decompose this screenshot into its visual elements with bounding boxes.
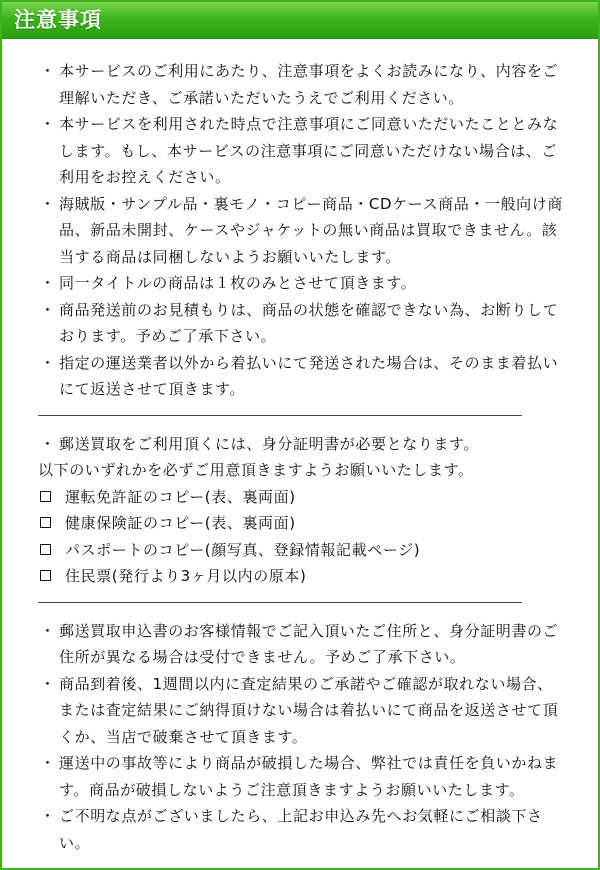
checklist-item-text: 運転免許証のコピー(表、裏両面) <box>65 487 296 506</box>
shipping-notes-list <box>38 618 568 857</box>
checklist-item <box>38 537 568 564</box>
checkbox-square-icon <box>40 517 51 528</box>
checklist-item <box>38 563 568 590</box>
checklist-item-text: 健康保険証のコピー(表、裏両面) <box>65 514 296 532</box>
bullet-mark: ・ <box>40 674 56 693</box>
section-divider-2 <box>38 602 522 604</box>
checklist-item-text: パスポートのコピー(顔写真、登録情報記載ページ) <box>65 540 421 559</box>
list-item-text: 海賊版・サンプル品・裏モノ・コピー商品・CDケース商品・一般向け商品、新品未開封、ケースやジャケットの無い商品は買取できません。該当する商品は同梱しないようお願いいたします。 <box>59 194 563 266</box>
list-item <box>38 111 568 191</box>
list-item-text: 郵送買取申込書のお客様情報でご記入頂いたご住所と、身分証明書のご住所が異なる場合は受付できません。予めご了承下さい。 <box>59 621 559 666</box>
bullet-mark: ・ <box>40 754 56 772</box>
id-requirement-intro: 以下のいずれかを必ずご用意頂きますようお願いいたします。 <box>38 461 474 479</box>
checklist-item <box>38 510 568 537</box>
id-document-checklist <box>38 484 568 590</box>
list-item <box>38 191 568 271</box>
notice-content <box>38 58 568 856</box>
checkbox-square-icon <box>40 570 51 581</box>
list-item <box>38 297 568 350</box>
list-item-text: 商品到着後、1週間以内に査定結果のご承諾やご確認が取れない場合、または査定結果にご納得頂けない場合は着払いにて商品を返送させて頂くか、当店で破棄させて頂きます。 <box>59 674 559 746</box>
list-item <box>38 618 568 671</box>
list-item-text: 本サービスのご利用にあたり、注意事項をよくお読みになり、内容をご理解いただき、ご承諾いただいたうえでご利用ください。 <box>59 62 559 107</box>
bullet-mark: ・ <box>40 194 56 213</box>
checkbox-square-icon <box>40 544 51 555</box>
list-item-text: 本サービスを利用された時点で注意事項にご同意いただいたこととみなします。もし、本サービスの注意事項にご同意いただけない場合は、ご利用をお控えください。 <box>59 115 559 186</box>
bullet-mark: ・ <box>40 434 56 453</box>
general-notes-list <box>38 58 568 403</box>
bullet-mark: ・ <box>40 353 56 372</box>
checklist-item <box>38 484 568 511</box>
bullet-mark: ・ <box>40 807 56 825</box>
id-requirement-text: 郵送買取をご利用頂くには、身分証明書が必要となります。 <box>59 434 480 453</box>
bullet-mark: ・ <box>40 621 56 640</box>
notice-header-bar <box>2 2 598 39</box>
checklist-item-text: 住民票(発行より3ヶ月以内の原本) <box>65 567 307 585</box>
list-item-text: 運送中の事故等により商品が破損した場合、弊社では責任を負いかねます。商品が破損しないようご注意頂きますようお願いいたします。 <box>59 754 559 799</box>
bullet-mark: ・ <box>40 115 56 133</box>
list-item-text: 指定の運送業者以外から着払いにて発送された場合は、そのまま着払いにて返送させて頂きます。 <box>59 353 559 398</box>
list-item <box>38 671 568 751</box>
list-item <box>38 58 568 111</box>
list-item-text: ご不明な点がございましたら、上記お申込み先へお気軽にご相談下さい。 <box>59 807 543 852</box>
list-item-text: 同一タイトルの商品は１枚のみとさせて頂きます。 <box>59 274 417 292</box>
list-item <box>38 750 568 803</box>
list-item <box>38 270 568 297</box>
notice-title: 注意事項 <box>14 8 102 32</box>
id-requirement-section <box>38 431 568 590</box>
list-item-text: 商品発送前のお見積もりは、商品の状態を確認できない為、お断りしております。予めご了承下さい。 <box>59 300 559 345</box>
bullet-mark: ・ <box>40 62 56 80</box>
list-item <box>38 350 568 403</box>
section-divider-1 <box>38 415 522 417</box>
checkbox-square-icon <box>40 491 51 502</box>
bullet-mark: ・ <box>40 300 56 319</box>
list-item <box>38 803 568 856</box>
bullet-mark: ・ <box>40 274 56 292</box>
list-item <box>38 431 568 458</box>
